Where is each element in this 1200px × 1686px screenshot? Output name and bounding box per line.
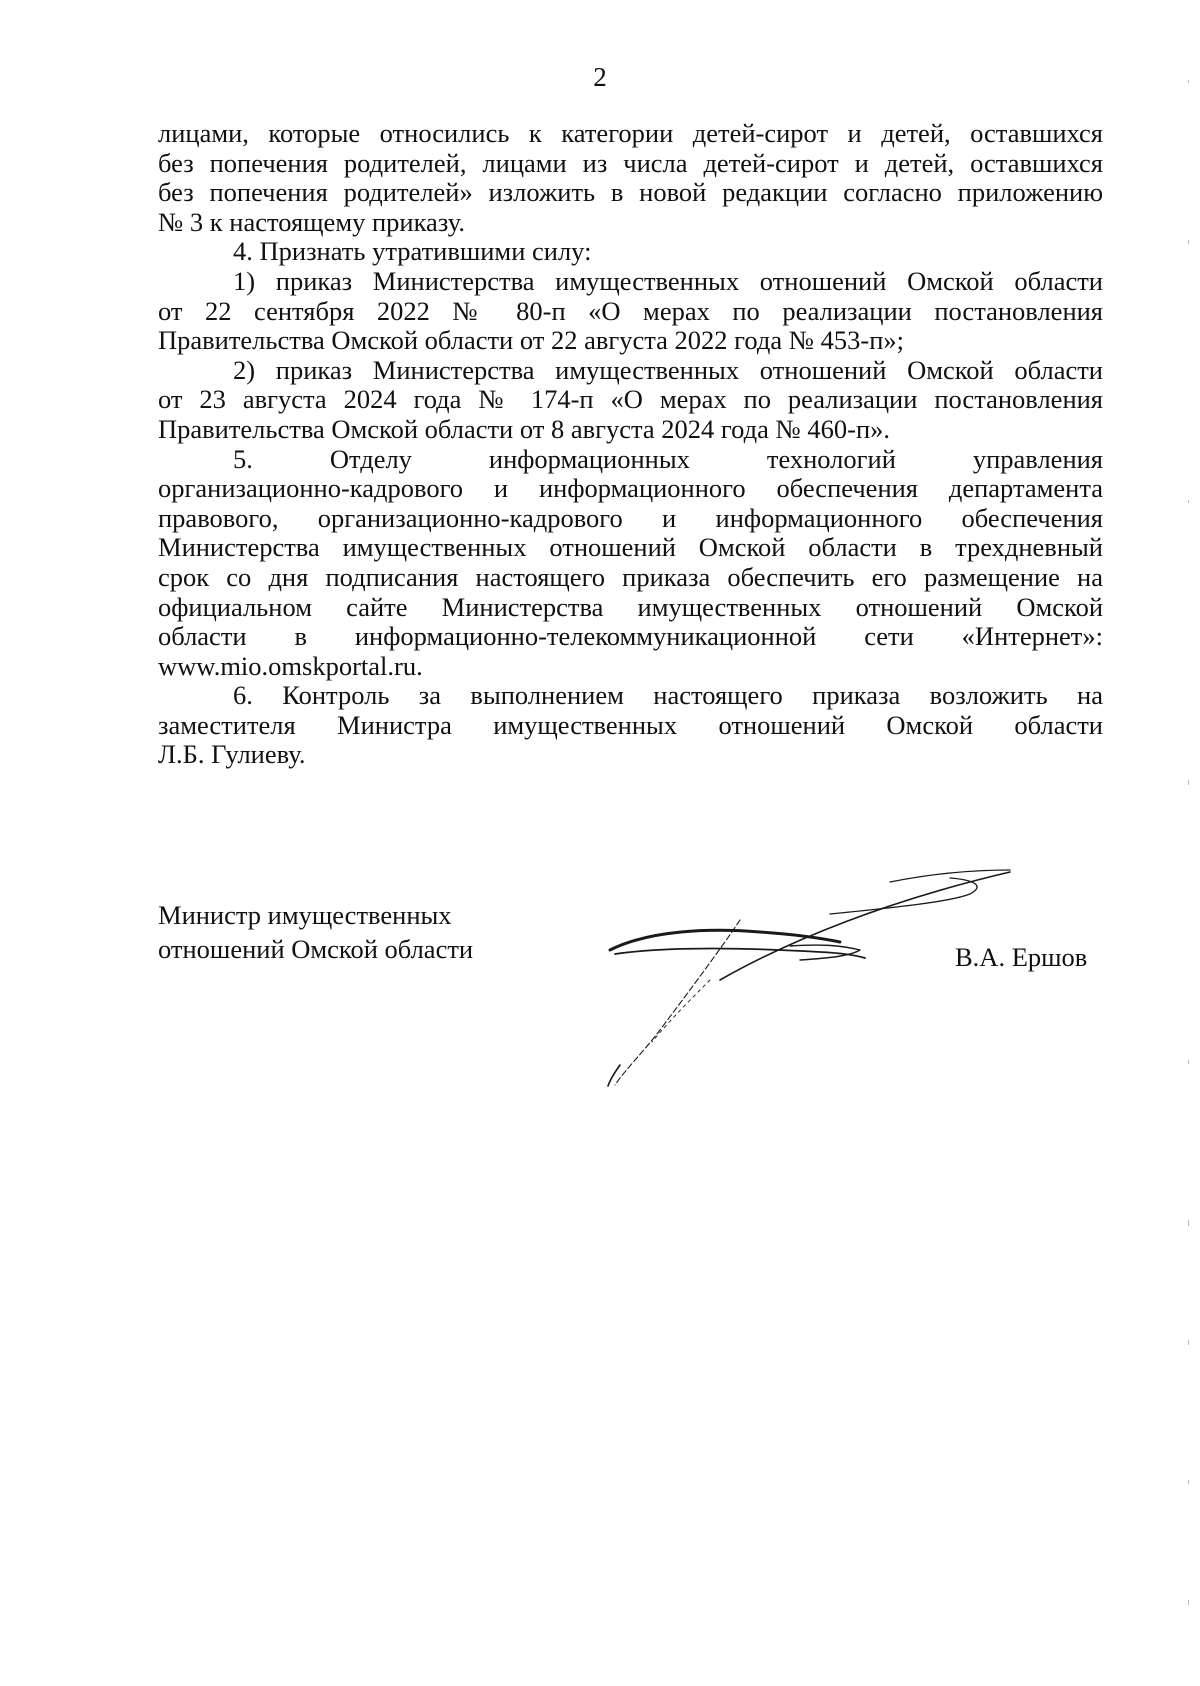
text-line: заместителя Министра имущественных отношений Омской области [158, 709, 1103, 740]
text-line: без попечения родителей, лицами из числа детей-сирот и детей, оставшихся [158, 147, 1103, 178]
text-line: без попечения родителей» изложить в новой редакции согласно приложению [158, 177, 1103, 208]
text-line: Министерства имущественных отношений Омской области в трехдневный [158, 532, 1103, 563]
text-line: Л.Б. Гулиеву. [158, 739, 306, 770]
paragraph-continuation [158, 119, 1103, 237]
text-line: Правительства Омской области от 8 августа 2024 года № 460-п». [158, 413, 891, 444]
text-line: от 23 августа 2024 года № 174-п «О мерах по реализации постановления [158, 384, 1103, 415]
paragraph-item-4 [158, 237, 1103, 267]
text-line: 1) приказ Министерства имущественных отношений Омской области [233, 265, 1103, 296]
scan-margin-artifact [1186, 80, 1192, 1640]
paragraph-item-6 [158, 681, 1103, 770]
text-line: лицами, которые относились к категории детей-сирот и детей, оставшихся [158, 118, 1103, 148]
text-line: www.mio.omskportal.ru. [158, 650, 423, 681]
text-line: правового, организационно-кадрового и информационного обеспечения [158, 502, 1103, 533]
signatory-title-line: отношений Омской области [158, 934, 474, 964]
paragraph-subitem-1 [158, 267, 1103, 356]
text-line: Правительства Омской области от 22 августа 2022 года № 453-п»; [158, 325, 904, 356]
text-line: срок со дня подписания настоящего приказа обеспечить его размещение на [158, 561, 1103, 592]
paragraph-subitem-2 [158, 356, 1103, 445]
signatory-name: В.А. Ершов [955, 942, 1088, 972]
signatory-title [158, 898, 473, 966]
text-line: организационно-кадрового и информационного обеспечения департамента [158, 473, 1103, 504]
text-line: 6. Контроль за выполнением настоящего приказа возложить на [233, 680, 1103, 711]
text-line: официальном сайте Министерства имущественных отношений Омской [158, 591, 1103, 622]
handwritten-signature-icon [590, 860, 1070, 1090]
page-number: 2 [593, 62, 607, 92]
document-body [158, 119, 1103, 770]
text-line: 4. Признать утратившими силу: [233, 236, 592, 267]
text-line: области в информационно-телекоммуникационной сети «Интернет»: [158, 621, 1103, 652]
text-line: № 3 к настоящему приказу. [158, 206, 465, 237]
text-line: от 22 сентября 2022 № 80-п «О мерах по реализации постановления [158, 295, 1103, 326]
text-line: 2) приказ Министерства имущественных отношений Омской области [233, 354, 1103, 385]
text-line: 5. Отделу информационных технологий управления [233, 443, 1103, 474]
signatory-title-line: Министр имущественных [158, 900, 452, 930]
paragraph-item-5 [158, 445, 1103, 682]
